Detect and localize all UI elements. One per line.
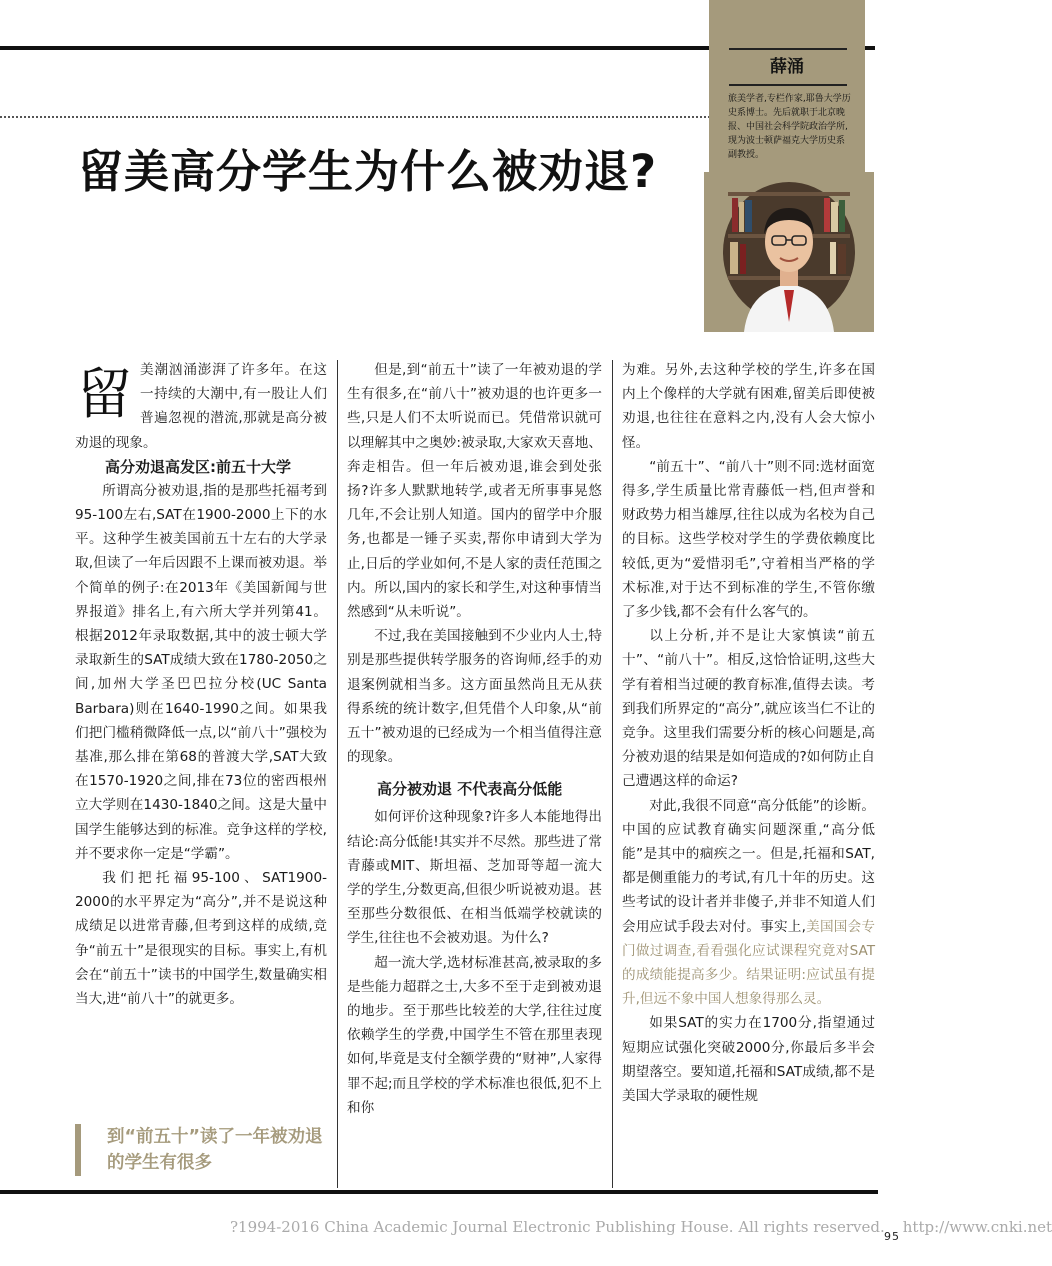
- section-heading-2: 高分被劝退 不代表高分低能: [377, 780, 563, 799]
- paragraph: 所谓高分被劝退,指的是那些托福考到95-100左右,SAT在1900-2000上下的水平。这种学生被美国前五十左右的大学录取,但读了一年后因跟不上课而被劝退。举个简单的例子:在2013年《美国新闻与世界报道》排名上,有六所大学并列第41。根据2012年录取数据,其中的波士顿大学录取新生的SAT成绩大致在1780-2050之间,加州大学圣巴巴拉分校(UC Santa Barbara)则在1640-1990之间。如果我们把门槛稍微降低一点,以“前八十”强校为基准,那么排在第68的普渡大学,SAT大致在1570-1920之间,排在73位的密西根州立大学则在1430-1840之间。这是大量中国学生能够达到的标准。竞争这样的学校,并不要求你一定是“学霸”。: [75, 482, 327, 862]
- paragraph: 但是,到“前五十”读了一年被劝退的学生有很多,在“前八十”被劝退的也许更多一些,只是人们不太听说而已。凭借常识就可以理解其中之奥妙:被录取,大家欢天喜地、奔走相告。但一年后被劝退,谁会到处张扬?许多人默默地转学,或者无所事事晃悠几年,不会让别人知道。国内的留学中介服务,也都是一锤子买卖,帮你申请到大学为止,日后的学业如何,不是人家的责任范围之内。所以,国内的家长和学生,对这种事情当然感到“从未听说”。: [347, 362, 602, 621]
- paragraph: 我们把托福95-100、SAT1900-2000的水平界定为“高分”,并不是说这种成绩足以进常青藤,但考到这样的成绩,竞争“前五十”是很现实的目标。事实上,有机会在“前五十”读书的中国学生,数量确实相当大,进“前八十”的就更多。: [75, 870, 327, 1008]
- paragraph: [622, 794, 875, 1012]
- pull-quote: [75, 1124, 325, 1176]
- highlighted-text: 美国国会专门做过调查,看看强化应试课程究竟对SAT的成绩能提高多少。结果证明:应试虽有提升,但远不象中国人想象得那么灵。: [622, 918, 875, 1008]
- author-rule-top: [729, 48, 847, 50]
- author-bio: 旅美学者,专栏作家,耶鲁大学历史系博士。先后就职于北京晚报、中国社会科学院政治学所,现为波士顿萨福克大学历史系副教授。: [728, 94, 851, 160]
- author-rule-bottom: [729, 84, 847, 86]
- bottom-rule: [0, 1190, 878, 1194]
- dotted-divider: [0, 116, 710, 118]
- article-title: 留美高分学生为什么被劝退?: [78, 145, 658, 198]
- paragraph: 超一流大学,选材标准甚高,被录取的多是些能力超群之士,大多不至于走到被劝退的地步。至于那些比较差的大学,往往过度依赖学生的学费,中国学生不管在那里表现如何,毕竟是支付全额学费的“财神”,人家得罪不起;而且学校的学术标准也很低,犯不上和你: [347, 954, 602, 1116]
- section-heading-1: 高分劝退高发区:前五十大学: [105, 457, 291, 476]
- paragraph: 如何评价这种现象?许多人本能地得出结论:高分低能!其实并不尽然。那些进了常青藤或MIT、斯坦福、芝加哥等超一流大学的学生,分数更高,但很少听说被劝退。甚至那些分数很低、在相当低端学校就读的学生,往往也不会被劝退。为什么?: [347, 809, 602, 947]
- author-portrait: [704, 172, 874, 332]
- intro-text: 美潮汹涌澎湃了许多年。在这一持续的大潮中,有一股让人们普遍忽视的潜流,那就是高分被劝退的现象。: [75, 362, 327, 451]
- paragraph-text: 对此,我很不同意“高分低能”的诊断。中国的应试教育确实问题深重,“高分低能”是其中的痼疾之一。但是,托福和SAT,都是侧重能力的考试,有几十年的历史。这些考试的设计者并非傻子,并非不知道人们会用应试手段去对付。事实上,: [622, 797, 875, 935]
- column-separator: [337, 360, 338, 1188]
- paragraph: 如果SAT的实力在1700分,指望通过短期应试强化突破2000分,你最后多半会期望落空。要知道,托福和SAT成绩,都不是美国大学录取的硬性规: [622, 1015, 875, 1105]
- article-column-2: [347, 358, 602, 1120]
- paragraph: 以上分析,并不是让大家慎读“前五十”、“前八十”。相反,这恰恰证明,这些大学有着相当过硬的教育标准,值得去读。考到我们所界定的“高分”,就应该当仁不让的竞争。这里我们需要分析的核心问题是,高分被劝退的结果是如何造成的?如何防止自己遭遇这样的命运?: [622, 628, 875, 790]
- pull-quote-text: 到“前五十”读了一年被劝退的学生有很多: [107, 1127, 323, 1173]
- footer: [230, 1218, 1052, 1236]
- pull-quote-bar: [75, 1124, 81, 1176]
- intro-paragraph: [75, 358, 327, 455]
- footer-link[interactable]: http://www.cnki.net: [902, 1218, 1052, 1236]
- page-number: 95: [884, 1230, 900, 1243]
- paragraph: “前五十”、“前八十”则不同:选材面宽得多,学生质量比常青藤低一档,但声誉和财政势力相当雄厚,往往以成为名校为自己的目标。这些学校对学生的学费依赖度比较低,更为“爱惜羽毛”,守着相当严格的学术标准,对于达不到标准的学生,不管你缴了多少钱,都不会有什么客气的。: [622, 458, 875, 621]
- article-column-3: [622, 358, 875, 1108]
- author-name: 薛涌: [770, 57, 804, 77]
- column-separator: [612, 360, 613, 1188]
- paragraph: 不过,我在美国接触到不少业内人士,特别是那些提供转学服务的咨询师,经手的劝退案例就相当多。这方面虽然尚且无从获得系统的统计数字,但凭借个人印象,从“前五十”被劝退的已经成为一个相当值得注意的现象。: [347, 628, 602, 766]
- paragraph: 为难。另外,去这种学校的学生,许多在国内上个像样的大学就有困难,留美后即使被劝退,也往往在意料之内,没有人会大惊小怪。: [622, 362, 875, 451]
- copyright-text: ?1994-2016 China Academic Journal Electronic Publishing House. All rights reserved.: [230, 1218, 885, 1236]
- article-column-1: [75, 358, 327, 1011]
- drop-cap: 留: [77, 362, 133, 426]
